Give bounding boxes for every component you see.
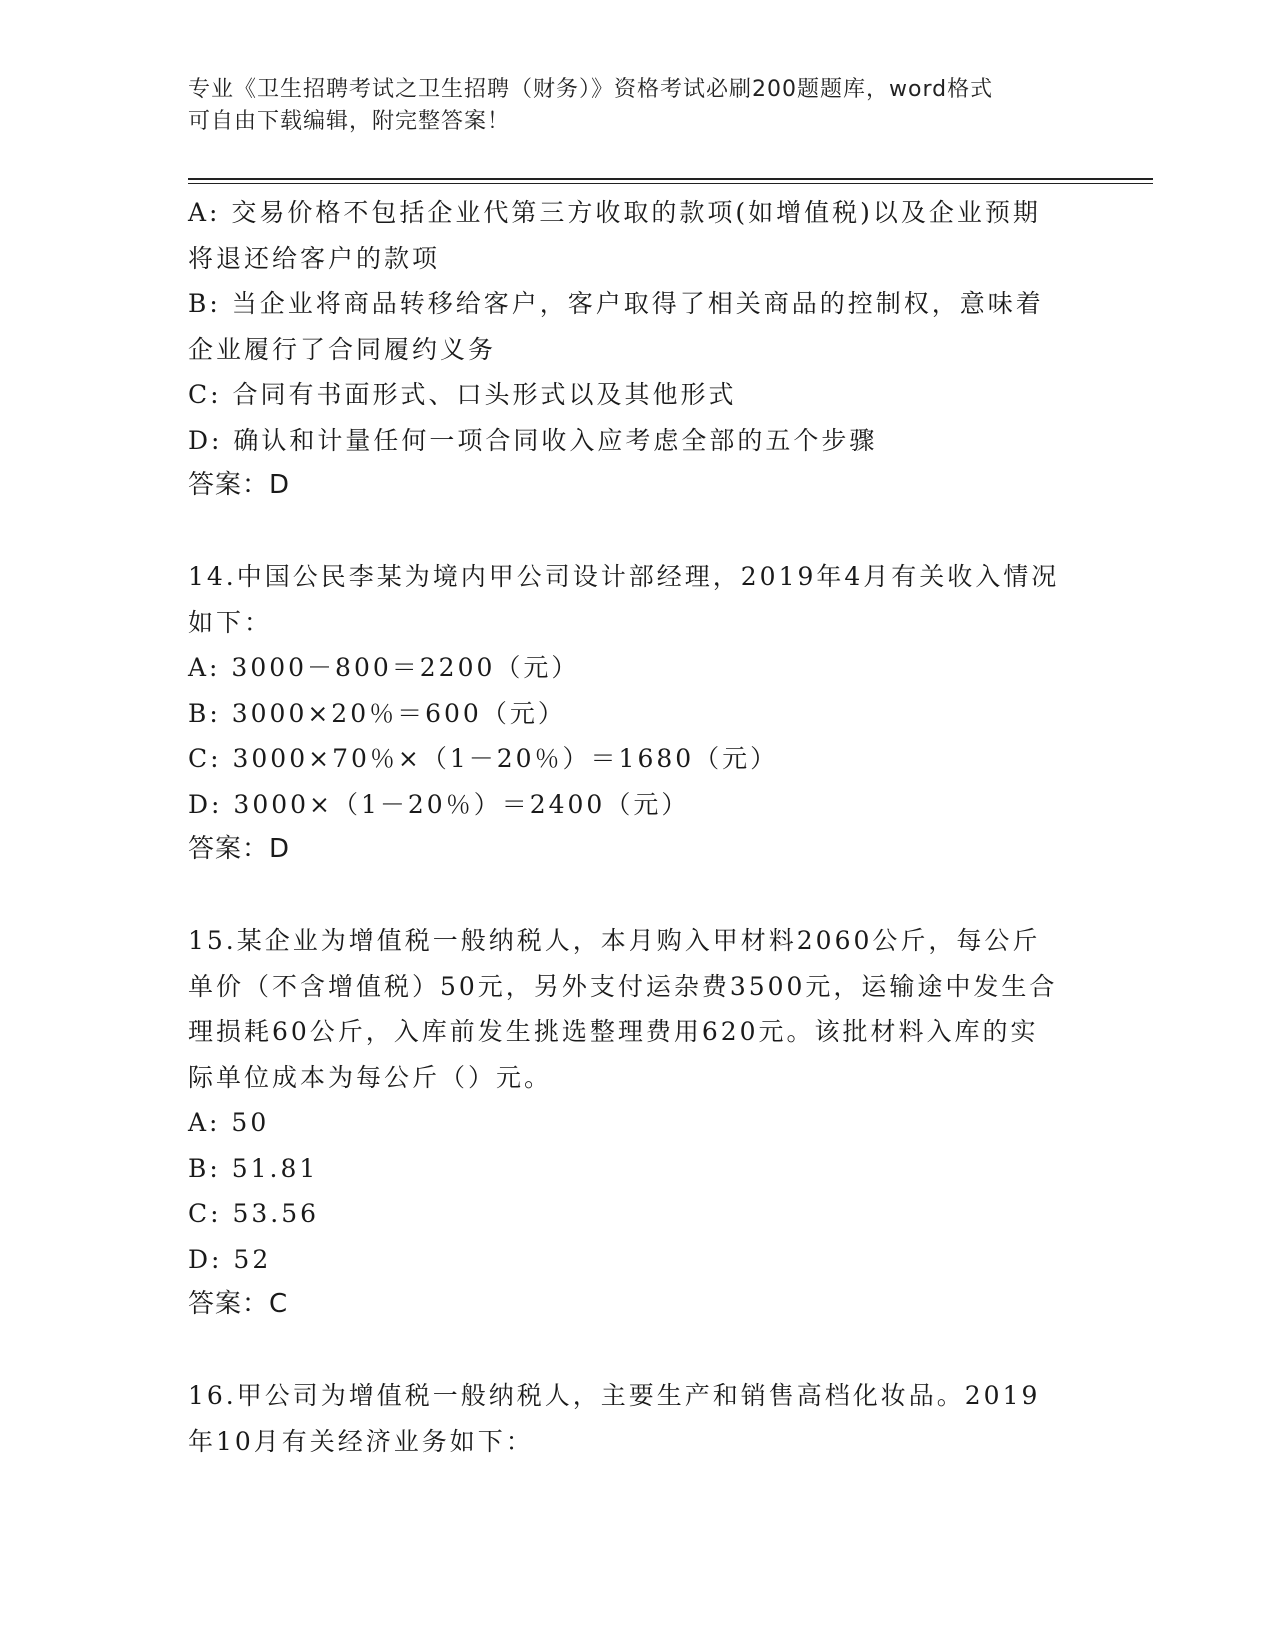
- question-13: [188, 190, 1088, 509]
- option-b: B: 51.81: [188, 1153, 319, 1183]
- question-stem-line-3: 理损耗60公斤，入库前发生挑选整理费用620元。该批材料入库的实: [188, 1017, 1039, 1046]
- answer: 答案：D: [188, 834, 291, 864]
- option-b-line-2: 企业履行了合同履约义务: [188, 334, 497, 364]
- answer: 答案：C: [188, 1289, 289, 1319]
- question-stem-line-2: 年10月有关经济业务如下：: [188, 1426, 534, 1456]
- option-a-line-2: 将退还给客户的款项: [188, 243, 441, 273]
- question-15: [188, 918, 1088, 1328]
- question-stem-line-1: 14.中国公民李某为境内甲公司设计部经理，2019年4月有关收入情况: [188, 562, 1060, 591]
- option-a: A: 50: [188, 1108, 270, 1137]
- spacer: [188, 873, 1088, 919]
- header-divider-thick: [188, 178, 1153, 180]
- option-d: D: 52: [188, 1244, 272, 1274]
- question-content: [188, 190, 1088, 1464]
- question-stem-line-4: 际单位成本为每公斤（）元。: [188, 1062, 553, 1092]
- option-b-line-1: B: 当企业将商品转移给客户，客户取得了相关商品的控制权，意味着: [188, 289, 1044, 318]
- question-stem-line-1: 15.某企业为增值税一般纳税人，本月购入甲材料2060公斤，每公斤: [188, 926, 1041, 955]
- question-stem-line-1: 16.甲公司为增值税一般纳税人，主要生产和销售高档化妆品。2019: [188, 1381, 1041, 1410]
- answer: 答案：D: [188, 470, 291, 500]
- spacer: [188, 1328, 1088, 1374]
- option-a-line-1: A: 交易价格不包括企业代第三方收取的款项(如增值税)以及企业预期: [188, 198, 1041, 227]
- question-16: [188, 1373, 1088, 1464]
- option-c: C: 53.56: [188, 1199, 320, 1228]
- document-header: [188, 74, 1068, 138]
- option-b: B: 3000×20％＝600（元）: [188, 698, 566, 728]
- option-a: A: 3000－800＝2200（元）: [188, 653, 580, 682]
- header-line-1: 专业《卫生招聘考试之卫生招聘（财务）》资格考试必刷200题题库，word格式: [188, 77, 994, 102]
- option-c: C: 3000×70％×（1－20％）＝1680（元）: [188, 744, 779, 773]
- question-stem-line-2: 单价（不含增值税）50元，另外支付运杂费3500元，运输途中发生合: [188, 971, 1058, 1001]
- option-c: C: 合同有书面形式、口头形式以及其他形式: [188, 380, 737, 409]
- option-d: D: 3000×（1－20％）＝2400（元）: [188, 789, 690, 819]
- header-line-2: 可自由下载编辑，附完整答案！: [188, 109, 511, 134]
- question-stem-line-2: 如下：: [188, 607, 273, 637]
- header-divider-thin: [188, 183, 1153, 184]
- question-14: [188, 554, 1088, 873]
- option-d: D: 确认和计量任何一项合同收入应考虑全部的五个步骤: [188, 425, 878, 455]
- spacer: [188, 509, 1088, 555]
